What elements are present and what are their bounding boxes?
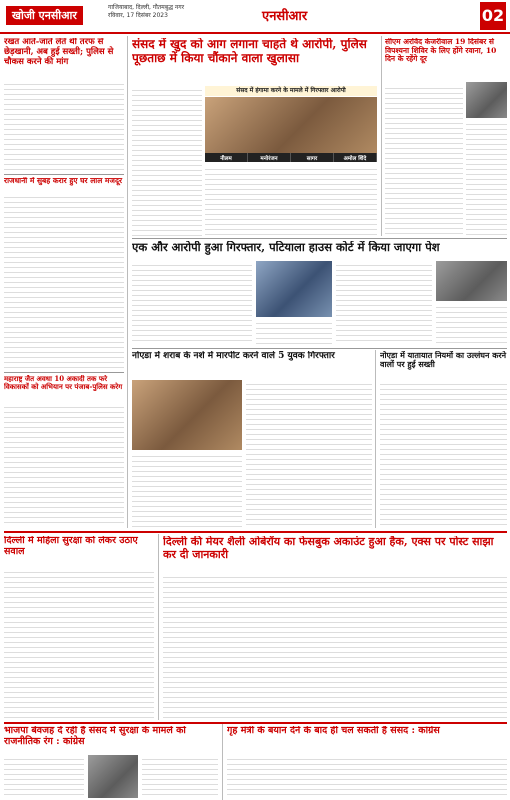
photo-caption-lead: संसद में हंगामा करने के मामले में गिरफ्तार आरोपी [205, 86, 377, 96]
article-top-left-2 [4, 177, 124, 191]
headline-footer-left: भाजपा बेवजह दे रही है संसद में सुरक्षा के मामले को राजनीतिक रंग : कांग्रेस [4, 726, 186, 747]
headline-right-top: सीएम अरविंद केजरीवाल 19 दिसंबर से विपश्यना शिविर के लिए होंगे रवाना, 10 दिन के रहेंगे दूर [385, 38, 497, 64]
article-lead [132, 38, 378, 82]
headline-top-left-2: राजधानी में सुबह करार हुए घर लाल मजदूर [4, 177, 123, 185]
dateline-2: रविवार, 17 दिसंबर 2023 [108, 12, 168, 19]
body-fourth [380, 380, 507, 528]
column-rule [158, 534, 159, 720]
column-rule [381, 36, 382, 236]
column-rule [222, 724, 223, 800]
article-right-top [385, 38, 507, 82]
headline-third: नोएडा में शराब के नशे में मारपीट करने वाले 5 युवक गिरफ्तार [132, 351, 335, 361]
second-photo [256, 261, 332, 317]
body-second-1 [132, 261, 252, 345]
headline-bottom-mid: दिल्ली की मेयर शैली ओबेरॉय का फेसबुक अकाउंट हुआ हैक, एक्स पर पोस्ट साझा कर दी जानकारी [163, 536, 494, 561]
body-top-left-2 [4, 193, 124, 369]
article-second [132, 241, 507, 259]
lead-photo [205, 97, 377, 153]
body-top-left [4, 80, 124, 172]
body-third-1 [132, 452, 242, 528]
body-footer-right [227, 755, 507, 798]
article-footer-left [4, 726, 218, 752]
divider [4, 531, 507, 533]
headline-bottom-left: दिल्ली में महिला सुरक्षा को लेकर उठाए सवाल [4, 536, 138, 557]
body-second-3 [336, 261, 432, 345]
article-third [132, 351, 372, 375]
article-top-left-3 [4, 375, 124, 401]
body-bottom-mid [163, 573, 507, 720]
headline-second: एक और आरोपी हुआ गिरफ्तार, पटियाला हाउस कोर्ट में किया जाएगा पेश [132, 241, 440, 254]
kejriwal-photo [466, 82, 507, 118]
name-label: मनोरंजन [248, 153, 291, 162]
body-footer-left-2 [142, 755, 218, 798]
body-third-2 [246, 380, 372, 528]
body-lead-1 [132, 86, 202, 236]
body-footer-left-1 [4, 755, 84, 798]
body-right-top [385, 84, 463, 236]
article-footer-right [227, 726, 507, 752]
column-rule [127, 36, 128, 528]
body-lead-2 [205, 165, 377, 236]
dateline [108, 4, 184, 20]
name-label: अमोल शिंदे [334, 153, 377, 162]
divider [132, 348, 507, 349]
divider [4, 722, 507, 724]
article-bottom-left [4, 536, 154, 566]
headline-footer-right: गृह मंत्री के बयान देने के बाद ही चल सकती है संसद : कांग्रेस [227, 726, 440, 736]
third-photo [132, 380, 242, 450]
article-fourth [380, 351, 507, 375]
headline-fourth: नोएडा में यातायात नियमों का उल्लंघन करने वालों पर हुई सख्ती [380, 351, 507, 370]
second-photo-2 [436, 261, 507, 301]
masthead [0, 0, 510, 34]
headline-top-left: रखत आते-जाते लेते थी तरफ से छेड़खानी, अब हुई सख्ती; पुलिस से चौकस करने की मांग [4, 38, 114, 67]
headline-lead: संसद में खुद को आग लगाना चाहते थे आरोपी, पुलिस पूछताछ में किया चौंकाने वाला खुलासा [132, 38, 367, 65]
headline-top-left-3: महाराष्ट्र जैत अवधा 10 अकादी तक फरे विकासकों को अभियान पर पंजाब-पुलिस करेग [4, 375, 123, 392]
divider [4, 174, 124, 175]
section-title: एनसीआर [262, 9, 308, 24]
name-label: सागर [291, 153, 334, 162]
dateline-1: गाजियाबाद, दिल्ली, गौतमबुद्ध नगर [108, 4, 185, 11]
lead-photo-names [205, 153, 377, 162]
body-right-top-2 [466, 120, 507, 236]
column-rule [375, 350, 376, 528]
paper-name: खोजी एनसीआर [6, 6, 83, 25]
article-bottom-mid [163, 536, 507, 570]
name-label: नीलम [205, 153, 248, 162]
body-second-2 [256, 319, 332, 345]
article-top-left [4, 38, 124, 78]
page-number: 02 [480, 2, 506, 30]
body-second-4 [436, 303, 507, 345]
body-top-left-3 [4, 403, 124, 527]
body-bottom-left [4, 568, 154, 720]
divider [4, 372, 124, 373]
footer-left-photo [88, 755, 138, 798]
divider [132, 238, 507, 239]
